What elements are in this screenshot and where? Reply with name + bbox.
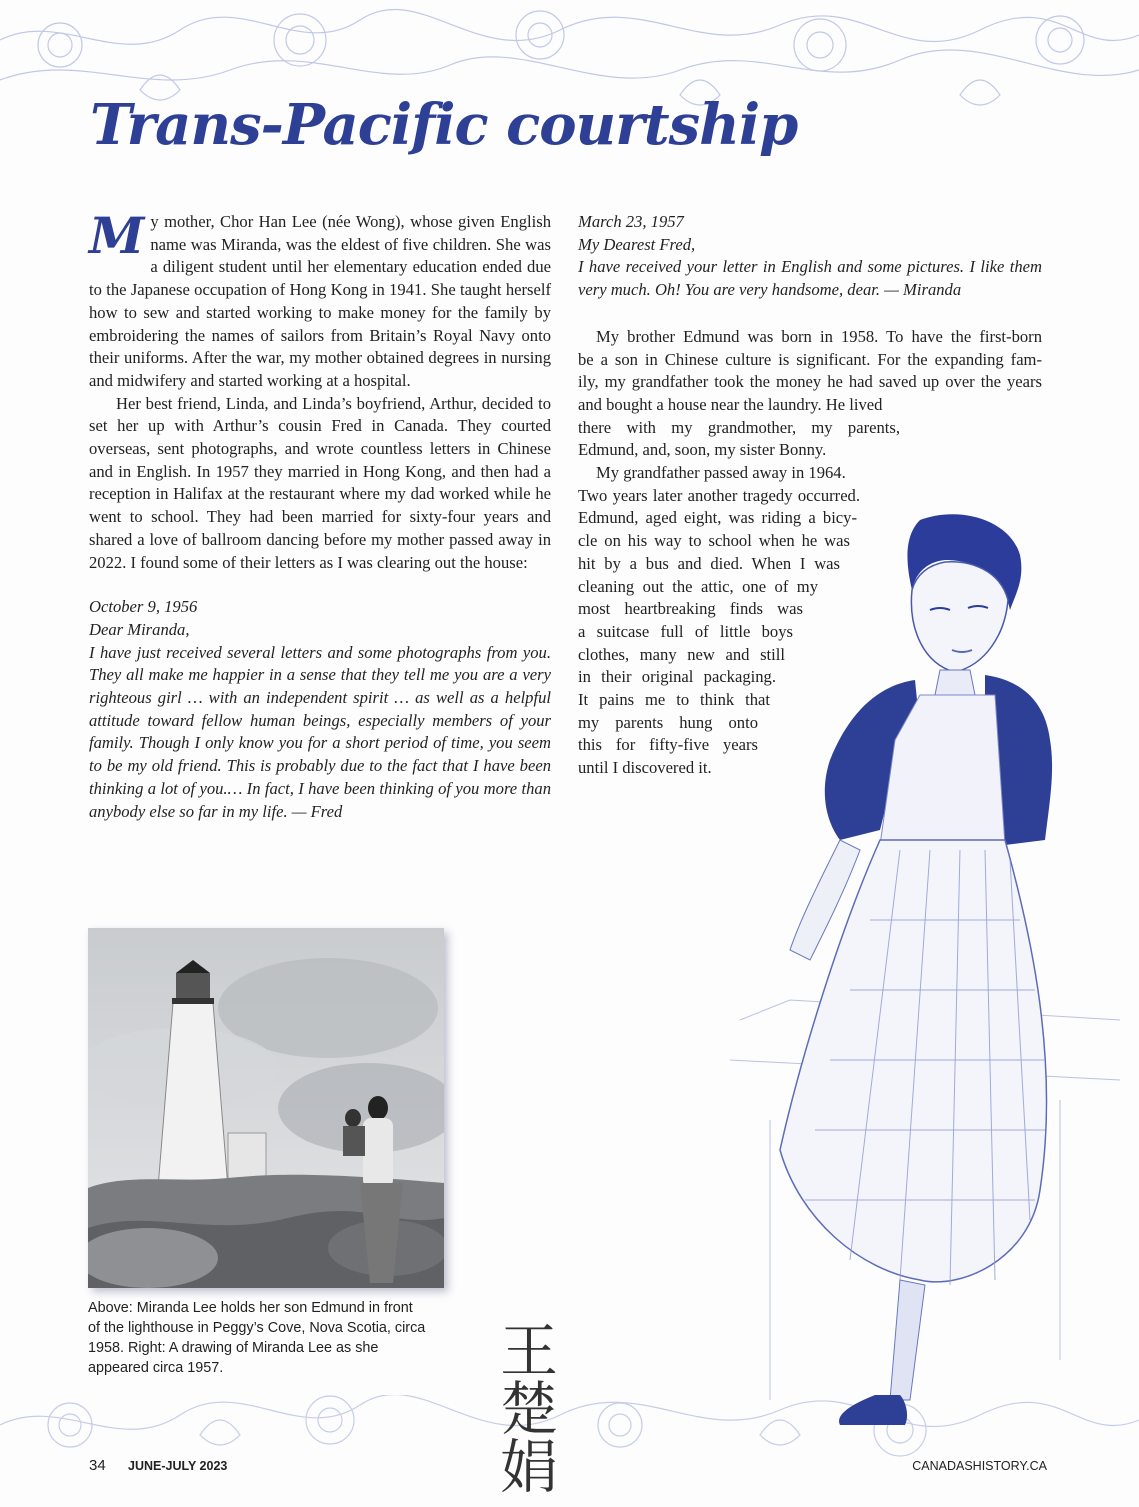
letter-date: October 9, 1956 — [89, 597, 198, 617]
text-line: ily, my grandfather took the money he had saved up over the years — [578, 372, 1042, 392]
paragraph-1-text: y mother, Chor Han Lee (née Wong), whose given English name was Miranda, was the eldest of five children. She was a diligent student until her elementary education ended due to the Japanese occupation of Hong Kong in 1941. She taught herself how to sew and started working to make money for the family by embroidering the names of sailors from Britain’s Royal Navy onto their uniforms. After the war, my mother obtained degrees in nursing and midwifery and started working at a hospital. — [89, 212, 551, 390]
text-line: until I discovered it. — [578, 758, 712, 778]
text-line: in their original packaging. — [578, 667, 776, 687]
portrait-drawing — [730, 500, 1130, 1430]
letter-salutation: My Dearest Fred, — [578, 234, 696, 254]
paragraph-1 — [89, 206, 551, 393]
letter-date: March 23, 1957 — [578, 212, 684, 231]
text-line: Edmund, aged eight, was riding a bicy- — [578, 508, 857, 528]
photo-caption: Above: Miranda Lee holds her son Edmund in front of the lighthouse in Peggy’s Cove, Nova Scotia, circa 1958. Right: A drawing of Miranda Lee as she appeared circa 1957. — [88, 1300, 426, 1376]
text-line: and bought a house near the laundry. He lived — [578, 394, 883, 414]
letter-body: I have received your letter in English and some pictures. I like them very much. Oh! You are very handsome, dear. — Miranda — [578, 257, 1042, 300]
page-number: 34 — [89, 1457, 106, 1474]
chinese-signature — [484, 1300, 564, 1500]
article-title: Trans-Pacific courtship — [90, 92, 798, 158]
website-link[interactable]: CANADASHISTORY.CA — [912, 1459, 1047, 1473]
text-line: Two years later another tragedy occurred. — [578, 485, 860, 505]
issue-date: JUNE-JULY 2023 — [128, 1459, 228, 1473]
text-line: be a son in Chinese culture is significant. For the expanding fam- — [578, 349, 1042, 369]
text-line: cle on his way to school when he was — [578, 531, 850, 551]
text-line: My brother Edmund was born in 1958. To have the first-born — [596, 326, 1042, 346]
letter-from-miranda — [578, 211, 1042, 302]
text-line: Edmund, and, soon, my sister Bonny. — [578, 440, 827, 460]
letter-body: I have just received several letters and some photographs from you. They all make me happier in a sense that they tell me you are a very righteous girl … with an independent spirit … as well as a helpful attitude toward fellow human beings, especially members of your family. Though I only know you for a short period of time, you seem to be my old friend. This is probably due to the fact that I have been thinking a lot of you.… In fact, I have been thinking of you more than anybody else so far in my life. — Fred — [89, 642, 551, 821]
letter-from-fred — [89, 596, 551, 823]
text-line: a suitcase full of little boys — [578, 621, 793, 641]
text-line: there with my grandmother, my parents, — [578, 417, 900, 437]
letter-salutation: Dear Miranda, — [89, 619, 190, 639]
paragraph-2: Her best friend, Linda, and Linda’s boyfriend, Arthur, decided to set her up with Arthur’s cousin Fred in Canada. They courted overseas, sent photographs, and wrote countless letters in Chinese and in English. In 1957 they married in Hong Kong, and then had a reception in Halifax at the restaurant where my dad worked while he went to school. They had been married for sixty-four years and shared a love of ballroom dancing before my mother passed away in 2022. I found some of their letters as I was clearing out the house: — [89, 393, 551, 572]
text-line: cleaning out the attic, one of my — [578, 576, 818, 596]
text-line: My grandfather passed away in 1964. — [596, 463, 846, 483]
lighthouse-photo — [88, 928, 444, 1288]
text-line: hit by a bus and died. When I was — [578, 553, 840, 573]
text-line: this for fifty-five years — [578, 735, 758, 755]
paragraph-3 — [578, 326, 1042, 462]
text-line: my parents hung onto — [578, 712, 758, 732]
text-line: It pains me to think that — [578, 690, 770, 710]
text-line: clothes, many new and still — [578, 644, 785, 664]
column-left — [89, 206, 551, 823]
signature-text: 王楚娟 — [490, 1320, 558, 1494]
drop-cap: M — [89, 206, 145, 265]
text-line: most heartbreaking finds was — [578, 599, 803, 619]
